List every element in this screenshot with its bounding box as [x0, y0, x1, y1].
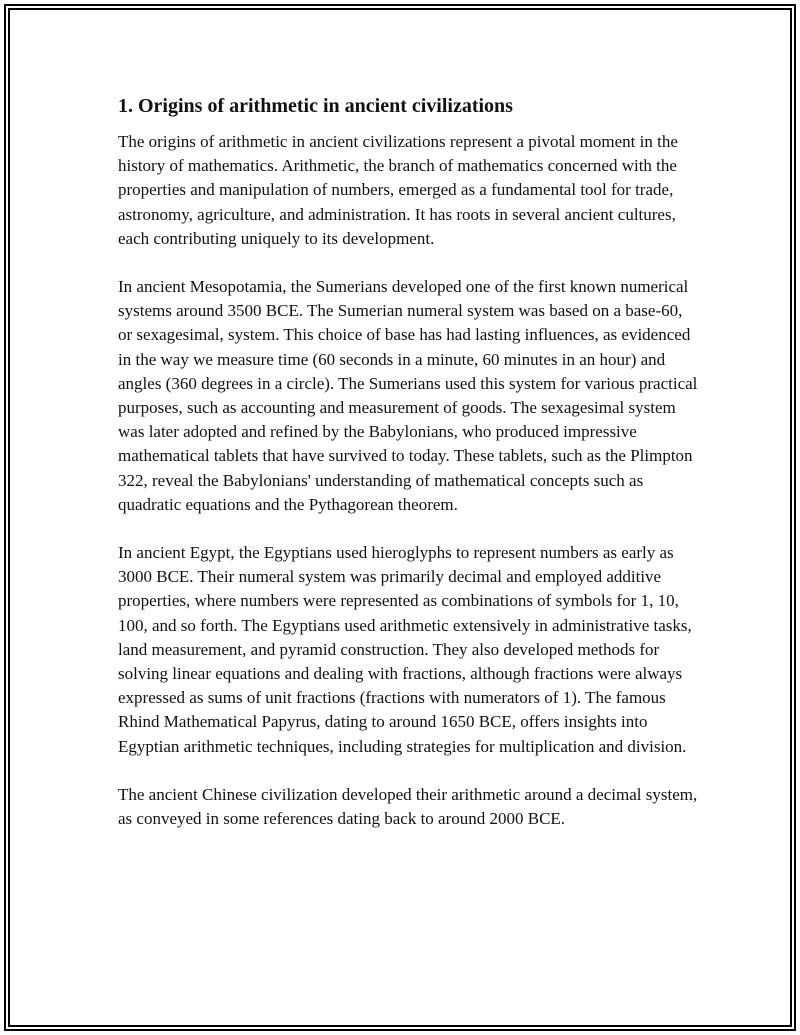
document-body — [118, 92, 698, 855]
section-title: 1. Origins of arithmetic in ancient civilizations — [118, 95, 513, 117]
paragraph-china: The ancient Chinese civilization developed their arithmetic around a decimal system, as conveyed in some references dating back to around 2000 BCE. — [118, 784, 698, 829]
paragraph-intro: The origins of arithmetic in ancient civilizations represent a pivotal moment in the history of mathematics. Arithmetic, the branch of mathematics concerned with the properties and manipulation of numbers, emerged as a fundamental tool for trade, astronomy, agriculture, and administration. It has roots in several ancient cultures, each contributing uniquely to its development. — [118, 132, 678, 248]
paragraph-egypt: In ancient Egypt, the Egyptians used hieroglyphs to represent numbers as early as 3000 BCE. Their numeral system was primarily decimal and employed additive properties, where numbers were represented as combinations of symbols for 1, 10, 100, and so forth. The Egyptians used arithmetic extensively in administrative tasks, land measurement, and pyramid construction. They also developed methods for solving linear equations and dealing with fractions, although fractions were always expressed as sums of unit fractions (fractions with numerators of 1). The famous Rhind Mathematical Papyrus, dating to around 1650 BCE, offers insights into Egyptian arithmetic techniques, including strategies for multiplication and division. — [118, 543, 692, 756]
paragraph-mesopotamia: In ancient Mesopotamia, the Sumerians developed one of the first known numerical systems around 3500 BCE. The Sumerian numeral system was based on a base-60, or sexagesimal, system. This choice of base has had lasting influences, as evidenced in the way we measure time (60 seconds in a minute, 60 minutes in an hour) and angles (360 degrees in a circle). The Sumerians used this system for various practical purposes, such as accounting and measurement of goods. The sexagesimal system was later adopted and refined by the Babylonians, who produced impressive mathematical tablets that have survived to today. These tablets, such as the Plimpton 322, reveal the Babylonians' understanding of mathematical concepts such as quadratic equations and the Pythagorean theorem. — [118, 277, 698, 514]
